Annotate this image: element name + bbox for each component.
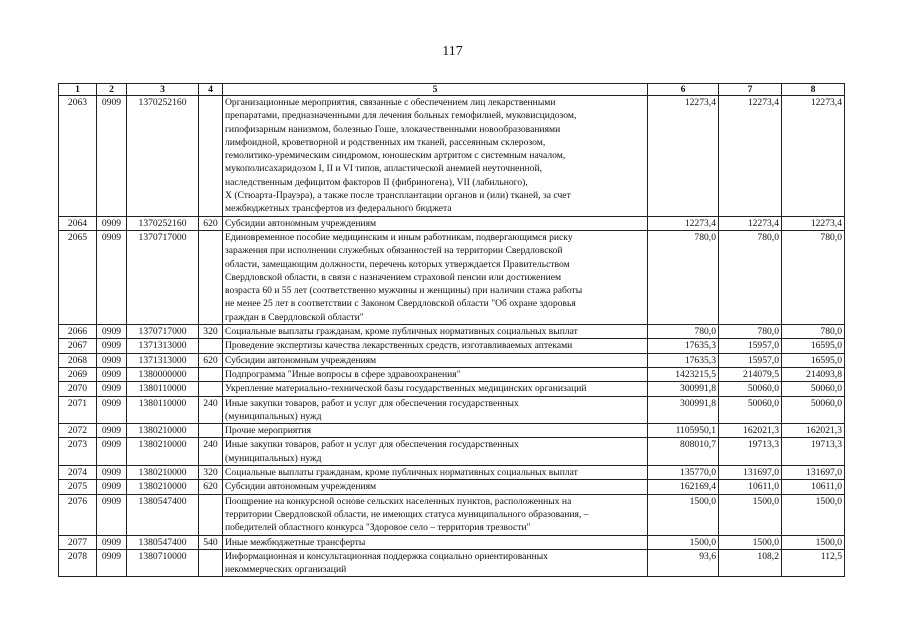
row-number: 2065 [59, 230, 97, 324]
section-code: 0909 [97, 424, 127, 438]
target-article-code: 1380000000 [127, 367, 199, 381]
section-code: 0909 [97, 549, 127, 577]
expense-type-code [199, 339, 223, 353]
description [223, 339, 648, 353]
table-body [59, 96, 845, 577]
section-code: 0909 [97, 353, 127, 367]
column-header: 4 [199, 84, 223, 96]
section-code: 0909 [97, 396, 127, 424]
description-line: Иные закупки товаров, работ и услуг для обеспечения государственных [225, 397, 519, 409]
amount-col-6: 300991,8 [648, 396, 719, 424]
amount-col-7: 131697,0 [719, 466, 782, 480]
row-number: 2063 [59, 96, 97, 217]
description-line: Прочие мероприятия [225, 425, 312, 437]
amount-col-6: 12273,4 [648, 216, 719, 230]
amount-col-8: 10611,0 [782, 480, 845, 494]
description [223, 325, 648, 339]
column-header: 1 [59, 84, 97, 96]
amount-col-6: 1423215,5 [648, 367, 719, 381]
expense-type-code [199, 424, 223, 438]
table-row [59, 216, 845, 230]
description-line: гипофизарным нанизмом, болезнью Гоше, злокачественными новообразованиями [225, 123, 561, 135]
amount-col-7: 108,2 [719, 549, 782, 577]
row-number: 2067 [59, 339, 97, 353]
description [223, 396, 648, 424]
amount-col-7: 19713,3 [719, 438, 782, 466]
amount-col-8: 131697,0 [782, 466, 845, 480]
amount-col-6: 93,6 [648, 549, 719, 577]
expense-type-code [199, 382, 223, 396]
table-row [59, 96, 845, 217]
column-header: 5 [223, 84, 648, 96]
amount-col-8: 16595,0 [782, 339, 845, 353]
column-header: 8 [782, 84, 845, 96]
description [223, 216, 648, 230]
amount-col-8: 16595,0 [782, 353, 845, 367]
row-number: 2069 [59, 367, 97, 381]
target-article-code: 1371313000 [127, 339, 199, 353]
amount-col-6: 135770,0 [648, 466, 719, 480]
description-line: Социальные выплаты гражданам, кроме публичных нормативных социальных выплат [225, 326, 578, 338]
row-number: 2078 [59, 549, 97, 577]
table-row [59, 325, 845, 339]
amount-col-8: 162021,3 [782, 424, 845, 438]
section-code: 0909 [97, 216, 127, 230]
section-code: 0909 [97, 325, 127, 339]
table-row [59, 230, 845, 324]
description-line: победителей областного конкурса "Здоровое село – территория трезвости" [225, 522, 531, 534]
row-number: 2064 [59, 216, 97, 230]
description [223, 466, 648, 480]
section-code: 0909 [97, 339, 127, 353]
amount-col-6: 1500,0 [648, 494, 719, 535]
column-header: 6 [648, 84, 719, 96]
amount-col-8: 19713,3 [782, 438, 845, 466]
row-number: 2075 [59, 480, 97, 494]
description-line: Организационные мероприятия, связанные с обеспечением лиц лекарственными [225, 97, 556, 108]
amount-col-7: 12273,4 [719, 216, 782, 230]
section-code: 0909 [97, 438, 127, 466]
section-code: 0909 [97, 367, 127, 381]
description-line: Социальные выплаты гражданам, кроме публичных нормативных социальных выплат [225, 467, 578, 479]
table-row [59, 466, 845, 480]
amount-col-7: 50060,0 [719, 382, 782, 396]
section-code: 0909 [97, 96, 127, 217]
expense-type-code: 240 [199, 396, 223, 424]
amount-col-6: 162169,4 [648, 480, 719, 494]
description-line: Единовременное пособие медицинским и иным работникам, подвергающимся риску [225, 231, 573, 243]
section-code: 0909 [97, 230, 127, 324]
expense-type-code: 620 [199, 353, 223, 367]
table-row [59, 396, 845, 424]
target-article-code: 1380210000 [127, 438, 199, 466]
expense-type-code: 620 [199, 216, 223, 230]
description-line: (муниципальных) нужд [225, 452, 322, 464]
amount-col-8: 214093,8 [782, 367, 845, 381]
description-line: области, замещающим должности, перечень которых утверждается Правительством [225, 258, 570, 270]
expense-type-code: 320 [199, 325, 223, 339]
table-row [59, 480, 845, 494]
page-number: 117 [442, 44, 463, 59]
section-code: 0909 [97, 480, 127, 494]
description-line: препаратами, предназначенными для лечения больных гемофилией, муковисцидозом, [225, 110, 577, 122]
amount-col-6: 1500,0 [648, 535, 719, 549]
amount-col-8: 12273,4 [782, 216, 845, 230]
amount-col-7: 15957,0 [719, 353, 782, 367]
expense-type-code: 320 [199, 466, 223, 480]
expense-type-code [199, 494, 223, 535]
target-article-code: 1370252160 [127, 96, 199, 217]
expense-type-code: 240 [199, 438, 223, 466]
description-line: Субсидии автономным учреждениям [225, 354, 377, 366]
table-row [59, 535, 845, 549]
amount-col-8: 780,0 [782, 325, 845, 339]
description-line: X (Стюарта-Прауэра), а также после трансплантации органов и (или) тканей, за счет [225, 190, 571, 202]
column-header: 2 [97, 84, 127, 96]
section-code: 0909 [97, 494, 127, 535]
amount-col-8: 1500,0 [782, 494, 845, 535]
description [223, 494, 648, 535]
description-line: заражения при исполнении служебных обязанностей на территории Свердловской [225, 245, 563, 257]
expense-type-code [199, 96, 223, 217]
description-line: Подпрограмма "Иные вопросы в сфере здравоохранения" [225, 368, 461, 380]
description [223, 424, 648, 438]
target-article-code: 1380210000 [127, 466, 199, 480]
header-row [59, 84, 845, 96]
target-article-code: 1380710000 [127, 549, 199, 577]
description-line: (муниципальных) нужд [225, 410, 322, 422]
description-line: Субсидии автономным учреждениям [225, 481, 377, 493]
amount-col-7: 780,0 [719, 325, 782, 339]
amount-col-8: 50060,0 [782, 382, 845, 396]
section-code: 0909 [97, 535, 127, 549]
description-line: некоммерческих организаций [225, 564, 347, 576]
amount-col-7: 50060,0 [719, 396, 782, 424]
target-article-code: 1380110000 [127, 382, 199, 396]
description-line: Поощрение на конкурсной основе сельских населенных пунктов, расположенных на [225, 495, 572, 507]
amount-col-8: 1500,0 [782, 535, 845, 549]
table-row [59, 382, 845, 396]
row-number: 2073 [59, 438, 97, 466]
amount-col-7: 1500,0 [719, 535, 782, 549]
description-line: лимфоидной, кроветворной и родственных им тканей, рассеянным склерозом, [225, 136, 546, 148]
amount-col-6: 17635,3 [648, 353, 719, 367]
expense-type-code [199, 549, 223, 577]
amount-col-7: 15957,0 [719, 339, 782, 353]
description [223, 230, 648, 324]
description-line: гемолитико-уремическим синдромом, юношеским артритом с системным началом, [225, 150, 566, 162]
description-line: Свердловской области, в связи с назначением страховой пенсии или достижением [225, 271, 562, 283]
section-code: 0909 [97, 466, 127, 480]
table-row [59, 549, 845, 577]
amount-col-8: 112,5 [782, 549, 845, 577]
target-article-code: 1380210000 [127, 424, 199, 438]
row-number: 2076 [59, 494, 97, 535]
amount-col-7: 10611,0 [719, 480, 782, 494]
description [223, 96, 648, 217]
column-header: 3 [127, 84, 199, 96]
amount-col-8: 12273,4 [782, 96, 845, 217]
description-line: Укрепление материально-технической базы государственных медицинских организаций [225, 383, 587, 395]
row-number: 2071 [59, 396, 97, 424]
table-row [59, 367, 845, 381]
description [223, 367, 648, 381]
description-line: наследственным дефицитом факторов II (фибриногена), VII (лабильного), [225, 176, 528, 188]
row-number: 2068 [59, 353, 97, 367]
target-article-code: 1380547400 [127, 535, 199, 549]
target-article-code: 1371313000 [127, 353, 199, 367]
expense-type-code: 620 [199, 480, 223, 494]
description-line: мукополисахаридозом I, II и VI типов, апластической анемией неуточненной, [225, 163, 542, 175]
description-line: Иные межбюджетные трансферты [225, 536, 366, 548]
description-line: межбюджетных трансфертов из федерального бюджета [225, 203, 452, 215]
amount-col-6: 12273,4 [648, 96, 719, 217]
row-number: 2066 [59, 325, 97, 339]
description [223, 382, 648, 396]
expense-type-code [199, 230, 223, 324]
amount-col-7: 12273,4 [719, 96, 782, 217]
description [223, 549, 648, 577]
description-line: Информационная и консультационная поддержка социально ориентированных [225, 550, 548, 562]
amount-col-6: 780,0 [648, 230, 719, 324]
amount-col-7: 780,0 [719, 230, 782, 324]
description [223, 480, 648, 494]
budget-table [58, 83, 845, 577]
row-number: 2070 [59, 382, 97, 396]
amount-col-6: 17635,3 [648, 339, 719, 353]
description-line: Иные закупки товаров, работ и услуг для обеспечения государственных [225, 439, 519, 451]
target-article-code: 1370252160 [127, 216, 199, 230]
description [223, 353, 648, 367]
amount-col-6: 780,0 [648, 325, 719, 339]
table-row [59, 494, 845, 535]
description [223, 438, 648, 466]
row-number: 2072 [59, 424, 97, 438]
description-line: Субсидии автономным учреждениям [225, 217, 377, 229]
target-article-code: 1370717000 [127, 230, 199, 324]
description [223, 535, 648, 549]
row-number: 2077 [59, 535, 97, 549]
target-article-code: 1370717000 [127, 325, 199, 339]
description-line: Проведение экспертизы качества лекарственных средств, изготавливаемых аптеками [225, 340, 573, 352]
row-number: 2074 [59, 466, 97, 480]
amount-col-8: 780,0 [782, 230, 845, 324]
table-row [59, 424, 845, 438]
amount-col-8: 50060,0 [782, 396, 845, 424]
section-code: 0909 [97, 382, 127, 396]
table-row [59, 339, 845, 353]
description-line: возраста 60 и 55 лет (соответственно мужчины и женщины) при наличии стажа работы [225, 285, 583, 297]
amount-col-7: 162021,3 [719, 424, 782, 438]
table-row [59, 353, 845, 367]
column-header: 7 [719, 84, 782, 96]
target-article-code: 1380547400 [127, 494, 199, 535]
target-article-code: 1380210000 [127, 480, 199, 494]
amount-col-6: 808010,7 [648, 438, 719, 466]
description-line: территории Свердловской области, не имеющих статуса муниципального образования, – [225, 508, 589, 520]
description-line: не менее 25 лет в соответствии с Законом Свердловской области "Об охране здоровья [225, 298, 576, 310]
table-row [59, 438, 845, 466]
expense-type-code [199, 367, 223, 381]
amount-col-6: 1105950,1 [648, 424, 719, 438]
description-line: граждан в Свердловской области" [225, 311, 364, 323]
amount-col-6: 300991,8 [648, 382, 719, 396]
amount-col-7: 1500,0 [719, 494, 782, 535]
expense-type-code: 540 [199, 535, 223, 549]
amount-col-7: 214079,5 [719, 367, 782, 381]
target-article-code: 1380110000 [127, 396, 199, 424]
